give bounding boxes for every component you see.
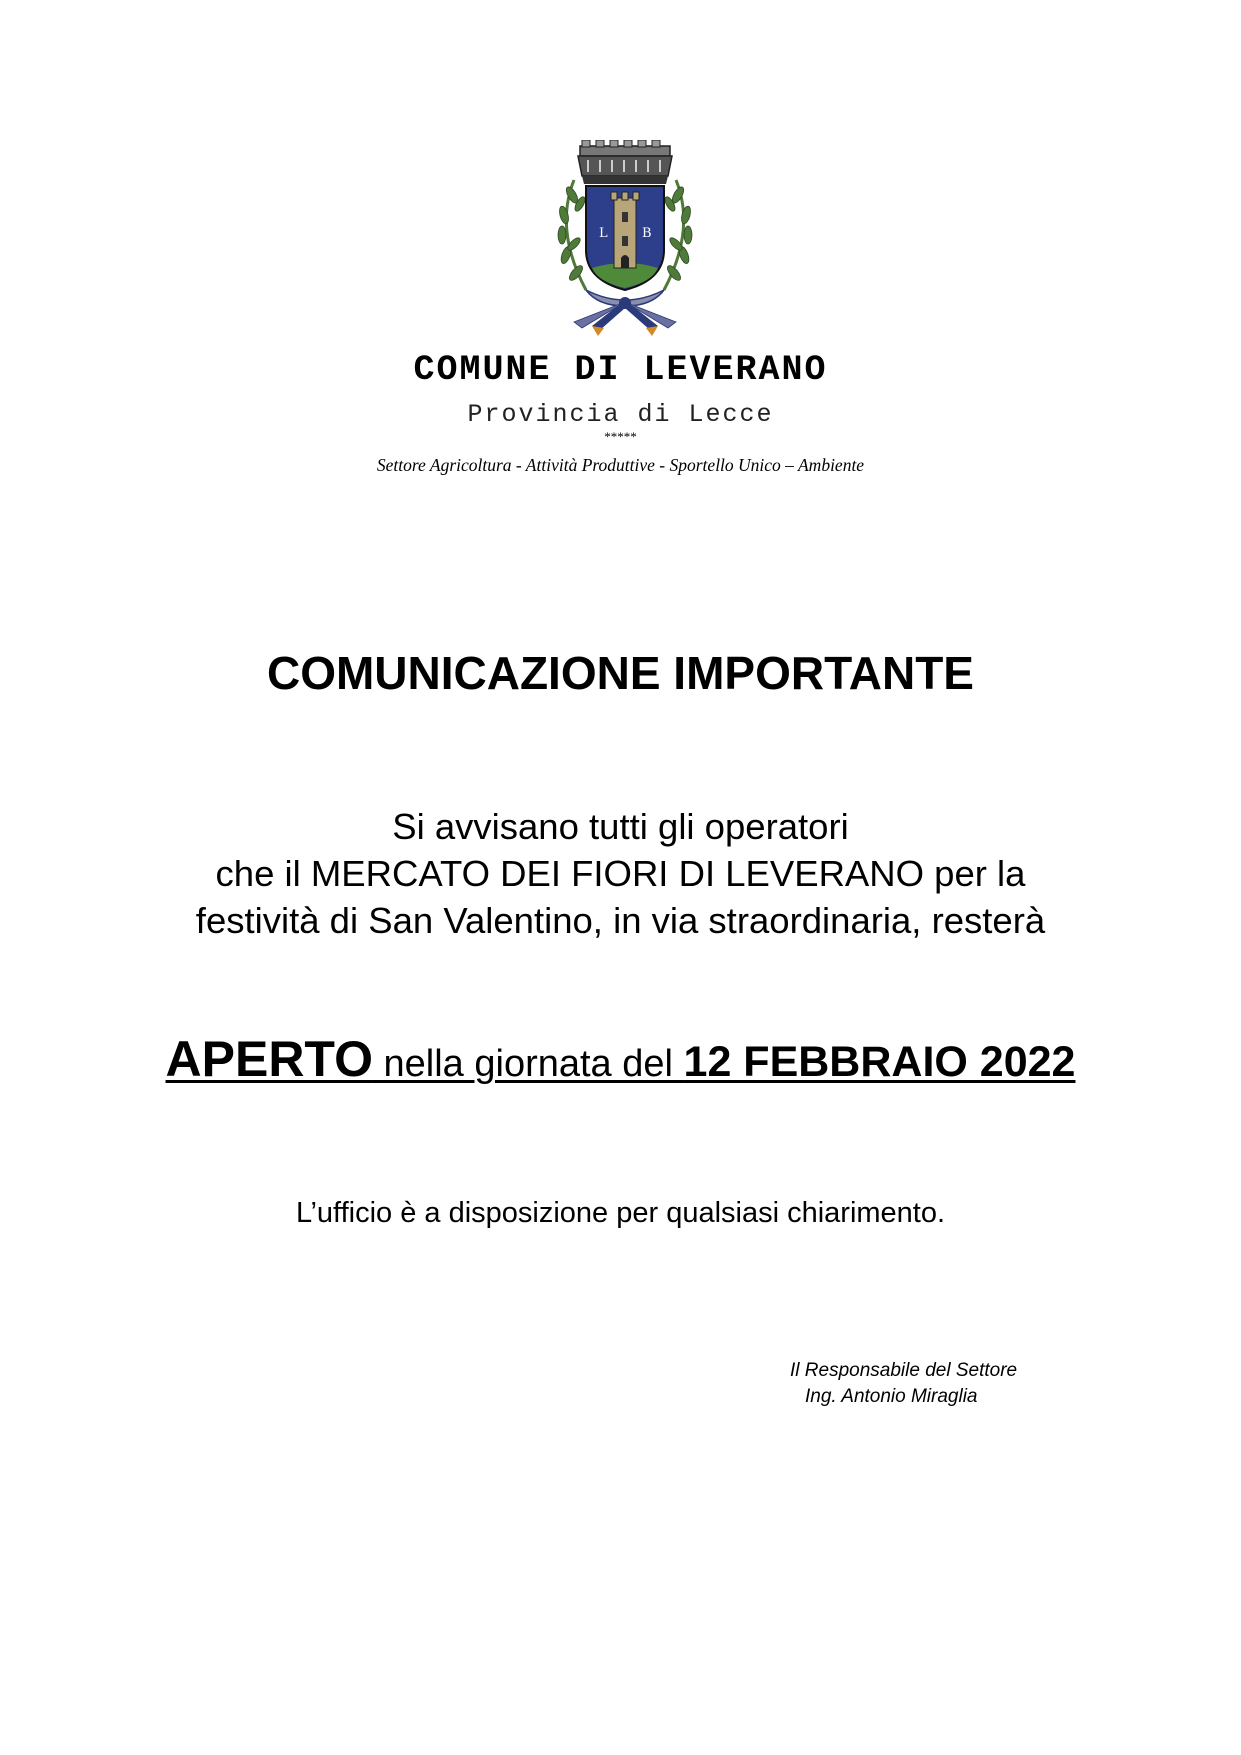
shield-icon — [586, 186, 664, 290]
body-line: che il MERCATO DEI FIORI DI LEVERANO per la — [215, 853, 1026, 894]
crest-letter-b: B — [642, 226, 652, 241]
opening-date: 12 FEBBRAIO 2022 — [683, 1038, 1076, 1086]
crown-icon — [578, 140, 672, 184]
signature-role: Il Responsabile del Settore — [790, 1360, 1018, 1381]
status-word: APERTO — [165, 1031, 373, 1087]
crest-letter-l: L — [599, 226, 608, 241]
opening-announcement — [0, 1030, 1241, 1088]
body-line: festività di San Valentino, in via straordinaria, resterà — [195, 900, 1046, 941]
province-name: Provincia di Lecce — [467, 400, 774, 429]
signature-name: Ing. Antonio Miraglia — [805, 1386, 978, 1407]
coat-of-arms-icon — [552, 140, 698, 338]
closing-note: L’ufficio è a disposizione per qualsiasi chiarimento. — [295, 1197, 946, 1229]
ribbon-icon — [574, 290, 676, 336]
separator: ***** — [604, 429, 637, 444]
notice-title: COMUNICAZIONE IMPORTANTE — [266, 647, 974, 699]
status-middle-text: nella giornata del — [372, 1043, 684, 1085]
tower-icon — [611, 192, 639, 268]
body-line: Si avvisano tutti gli operatori — [392, 806, 849, 847]
department-line: Settore Agricoltura - Attività Produttive - Sportello Unico – Ambiente — [376, 455, 865, 475]
municipality-name: COMUNE DI LEVERANO — [413, 350, 828, 390]
